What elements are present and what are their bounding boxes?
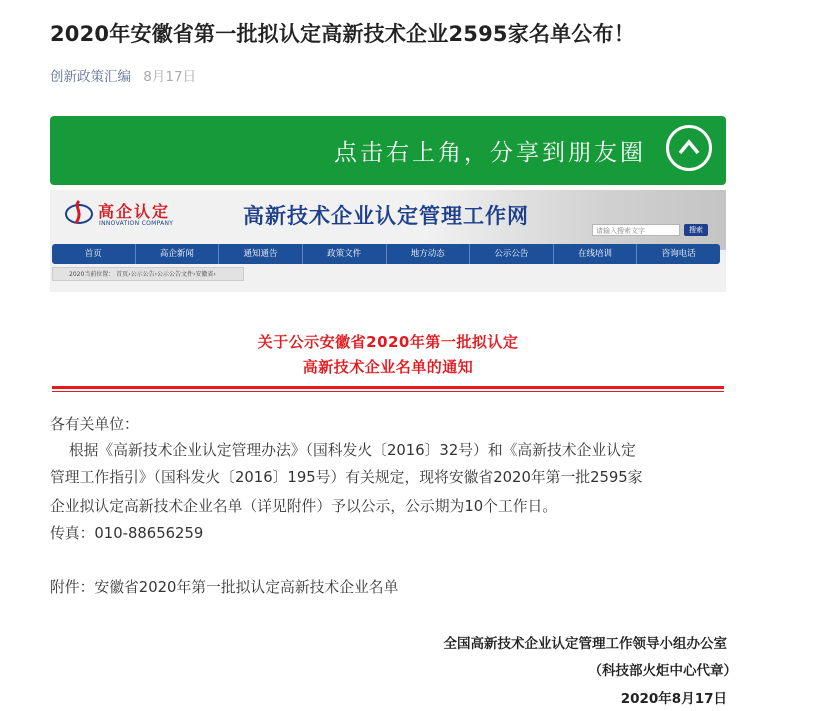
paragraph-line-1: 根据《高新技术企业认定管理办法》（国科发火〔2016〕32号）和《高新技术企业认定: [50, 442, 636, 459]
author-link[interactable]: 创新政策汇编: [50, 69, 131, 85]
nav-item-policies: 政策文件: [303, 244, 387, 264]
notice-heading-line2: 高新技术企业名单的通知: [302, 358, 474, 376]
logo-text-cn: 高企认定: [98, 202, 171, 221]
red-divider-thin: [52, 391, 724, 392]
nav-item-hotline: 咨询电话: [661, 249, 696, 259]
signature-date: 2020年8月17日: [620, 691, 727, 707]
nav-item-announcements: 公示公告: [470, 244, 554, 264]
site-search-button: 搜索: [684, 224, 708, 236]
nav-item-training: 在线培训: [554, 244, 638, 264]
nav-item-home: 首页: [52, 244, 136, 264]
site-header-image: [50, 190, 726, 292]
nav-item-news: 高企新闻: [136, 244, 220, 264]
paragraph-line-3: 企业拟认定高新技术企业名单（详见附件）予以公示，公示期为10个工作日。: [50, 498, 558, 515]
notice-heading: [50, 330, 726, 380]
site-logo: [64, 195, 184, 233]
fax-line: 传真：010-88656259: [50, 525, 204, 542]
share-banner-text: 点击右上角，分享到朋友圈: [334, 140, 646, 166]
article-meta: [50, 65, 196, 85]
paragraph-line-2: 管理工作指引》（国科发火〔2016〕195号）有关规定，现将安徽省2020年第一批2595家: [50, 469, 643, 486]
nav-item-local: 地方动态: [387, 244, 471, 264]
logo-text-en: INNOVATION COMPANY: [99, 220, 174, 227]
nav-item-notices: 通知通告: [219, 244, 303, 264]
signature-org: 全国高新技术企业认定管理工作领导小组办公室: [443, 636, 727, 652]
logo-swirl-icon: [64, 197, 94, 227]
share-banner: [50, 116, 726, 185]
attachment-line: 附件：安徽省2020年第一批拟认定高新技术企业名单: [50, 579, 399, 596]
signature-sub: （科技部火炬中心代章）: [588, 663, 737, 679]
site-nav-bar: [52, 244, 720, 264]
site-search-input: 请输入搜索文字: [592, 224, 680, 236]
notice-heading-line1: 关于公示安徽省2020年第一批拟认定: [257, 333, 519, 351]
red-divider-thick: [52, 386, 724, 389]
salutation: 各有关单位：: [50, 416, 139, 433]
article-title: 2020年安徽省第一批拟认定高新技术企业2595家名单公布！: [50, 22, 635, 46]
share-arrow-icon: [666, 125, 712, 171]
publish-date: 8月17日: [143, 69, 197, 85]
site-breadcrumb: 2020当前位置： 首页›公示公告›公示公告文件›安徽省›: [52, 267, 244, 281]
site-name: 高新技术企业认定管理工作网: [243, 204, 529, 228]
